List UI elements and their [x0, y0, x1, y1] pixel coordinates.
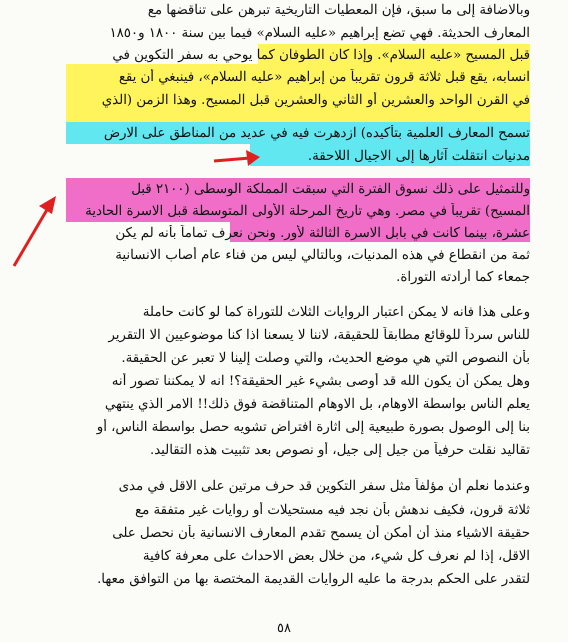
text-line-2: المعارف الحديثة. فهي تضع إبراهيم «عليه السلام» فيما بين سنة ١٨٠٠ و١٨٥٠ — [109, 26, 530, 41]
text-line-3: قبل المسيح «عليه السلام». وإذا كان الطوفان كما يوحي به سفر التكوين في — [112, 48, 530, 63]
text-line-9: المسيح) تقريباً في مصر. وهي تاريخ المرحلة الأولى المتوسطة قبل الاسرة الحادية — [85, 204, 530, 219]
text-line-19: تقاليد نقلت حرفياً من جيل إلى جيل، أو نصوص بعد تثبيت هذه التقاليد. — [149, 443, 530, 458]
text-line-10: عشرة، بينما كانت في بابل الاسرة الثالثة لأور. ونحن نعرف تماماً بأنه لم يكن — [115, 226, 530, 241]
text-line-14: للناس سرداً للوقائع مطابقاً للحقيقة، لاننا لا يسعنا اذا كنا موضوعيين الا التقرير — [108, 328, 530, 343]
text-line-1: وبالاضافة إلى ما سبق، فإن المعطيات التاريخية تبرهن على تناقضها مع — [147, 3, 530, 18]
red-arrow-diagonal-icon — [8, 192, 60, 272]
red-arrow-right-icon — [212, 147, 262, 171]
text-line-16: وهل يمكن أن يكون الله قد أوصى بشيء غير الحقيقة؟! انه لا يمكننا تصور أنه — [111, 374, 530, 389]
text-line-24: لتقدر على الحكم بدرجة ما عليه الروايات القديمة المختصة بها من التوافق معها. — [97, 572, 530, 587]
text-line-13: وعلى هذا فانه لا يمكن اعتبار الروايات الثلاث للتوراة كما لو كانت حاملة — [142, 305, 530, 320]
text-line-15: بأن النصوص التي هي موضع الحديث، والتي وصلت إلينا لا تعبر عن الحقيقة. — [121, 351, 530, 366]
text-line-8: وللتمثيل على ذلك نسوق الفترة التي سبقت المملكة الوسطى (٢١٠٠ قبل — [131, 182, 530, 197]
text-line-18: بنا إلى الوصول بصورة طبيعية إلى اثارة افتراض تشويه حصل بواسطة الناس، أو — [96, 420, 530, 435]
text-line-5: في القرن الواحد والعشرين أو الثاني والعشرين قبل المسيح. وهذا الزمن (الذي — [101, 93, 530, 108]
text-line-23: الاقل، إذا لم نعرف كل شيء، من خلال بعض الاحداث على معرفة كافية — [142, 549, 530, 564]
page-number: ٥٨ — [277, 621, 291, 636]
text-line-4: انسابه، يقع قبل ثلاثة قرون تقريباً من إبراهيم «عليه السلام»، فينبغي أن يقع — [118, 70, 530, 85]
text-line-6: تسمح المعارف العلمية بتأكيده) ازدهرت فيه في عديد من المناطق على الارض — [103, 126, 530, 141]
text-line-21: ثلاثة قرون، فكيف ندهش بأن نجد فيه مستحيلات أو روايات غير متفقة مع — [135, 503, 530, 518]
text-line-7: مدنيات انتقلت آثارها إلى الاجيال اللاحقة. — [307, 149, 530, 164]
text-line-20: وعندما نعلم أن مؤلفاً مثل سفر التكوين قد حرف مرتين على الاقل في مدى — [118, 479, 530, 494]
text-line-12: جمعاء كما أرادته التوراة. — [396, 270, 530, 285]
text-line-22: حقيقة الاشياء منذ أن أمكن أن يسمح تقدم المعارف الانسانية بأن نحصل على — [112, 526, 530, 541]
text-line-11: ثمة من انقطاع في هذه المدنيات، وبالتالي ليس من فناء عام أصاب الانسانية — [115, 248, 530, 263]
text-line-17: يعلم الناس بواسطة الاوهام، بل الاوهام المتناقضة فوق ذلك!! الامر الذي ينتهي — [104, 397, 530, 412]
